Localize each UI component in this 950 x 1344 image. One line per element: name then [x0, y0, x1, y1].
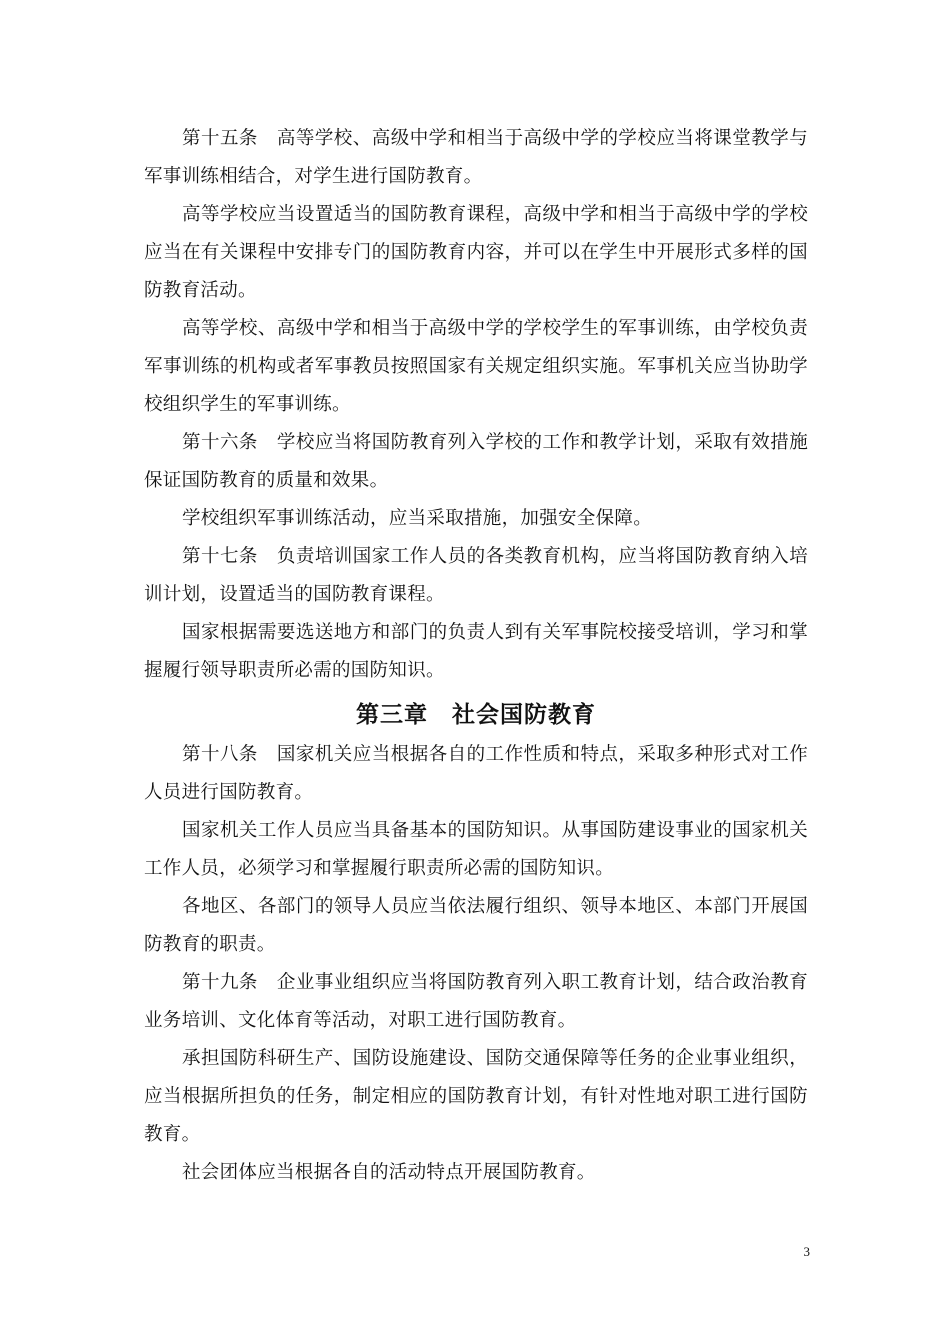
paragraph: 各地区、各部门的领导人员应当依法履行组织、领导本地区、本部门开展国防教育的职责。 — [144, 896, 808, 955]
paragraph: 高等学校应当设置适当的国防教育课程，高级中学和相当于高级中学的学校应当在有关课程中安排专门的国防教育内容，并可以在学生中开展形式多样的国防教育活动。 — [144, 204, 808, 301]
paragraph-article-17: 第十七条 负责培训国家工作人员的各类教育机构，应当将国防教育纳入培训计划，设置适当的国防教育课程。 — [144, 546, 808, 605]
page-number: 3 — [803, 1244, 810, 1259]
document-body — [144, 120, 808, 1192]
paragraph: 国家根据需要选送地方和部门的负责人到有关军事院校接受培训，学习和掌握履行领导职责所必需的国防知识。 — [144, 622, 808, 681]
paragraph-article-15: 第十五条 高等学校、高级中学和相当于高级中学的学校应当将课堂教学与军事训练相结合，对学生进行国防教育。 — [144, 128, 808, 187]
paragraph-article-18: 第十八条 国家机关应当根据各自的工作性质和特点，采取多种形式对工作人员进行国防教育。 — [144, 744, 808, 803]
paragraph-article-16: 第十六条 学校应当将国防教育列入学校的工作和教学计划，采取有效措施保证国防教育的质量和效果。 — [144, 432, 808, 491]
paragraph: 学校组织军事训练活动，应当采取措施，加强安全保障。 — [182, 508, 653, 529]
paragraph: 承担国防科研生产、国防设施建设、国防交通保障等任务的企业事业组织，应当根据所担负的任务，制定相应的国防教育计划，有针对性地对职工进行国防教育。 — [144, 1048, 808, 1145]
paragraph: 社会团体应当根据各自的活动特点开展国防教育。 — [182, 1162, 596, 1183]
paragraph-article-19: 第十九条 企业事业组织应当将国防教育列入职工教育计划，结合政治教育业务培训、文化体育等活动，对职工进行国防教育。 — [144, 972, 808, 1031]
chapter-heading: 第三章 社会国防教育 — [356, 702, 596, 728]
paragraph: 高等学校、高级中学和相当于高级中学的学校学生的军事训练，由学校负责军事训练的机构或者军事教员按照国家有关规定组织实施。军事机关应当协助学校组织学生的军事训练。 — [144, 318, 808, 415]
paragraph: 国家机关工作人员应当具备基本的国防知识。从事国防建设事业的国家机关工作人员，必须学习和掌握履行职责所必需的国防知识。 — [144, 820, 808, 879]
